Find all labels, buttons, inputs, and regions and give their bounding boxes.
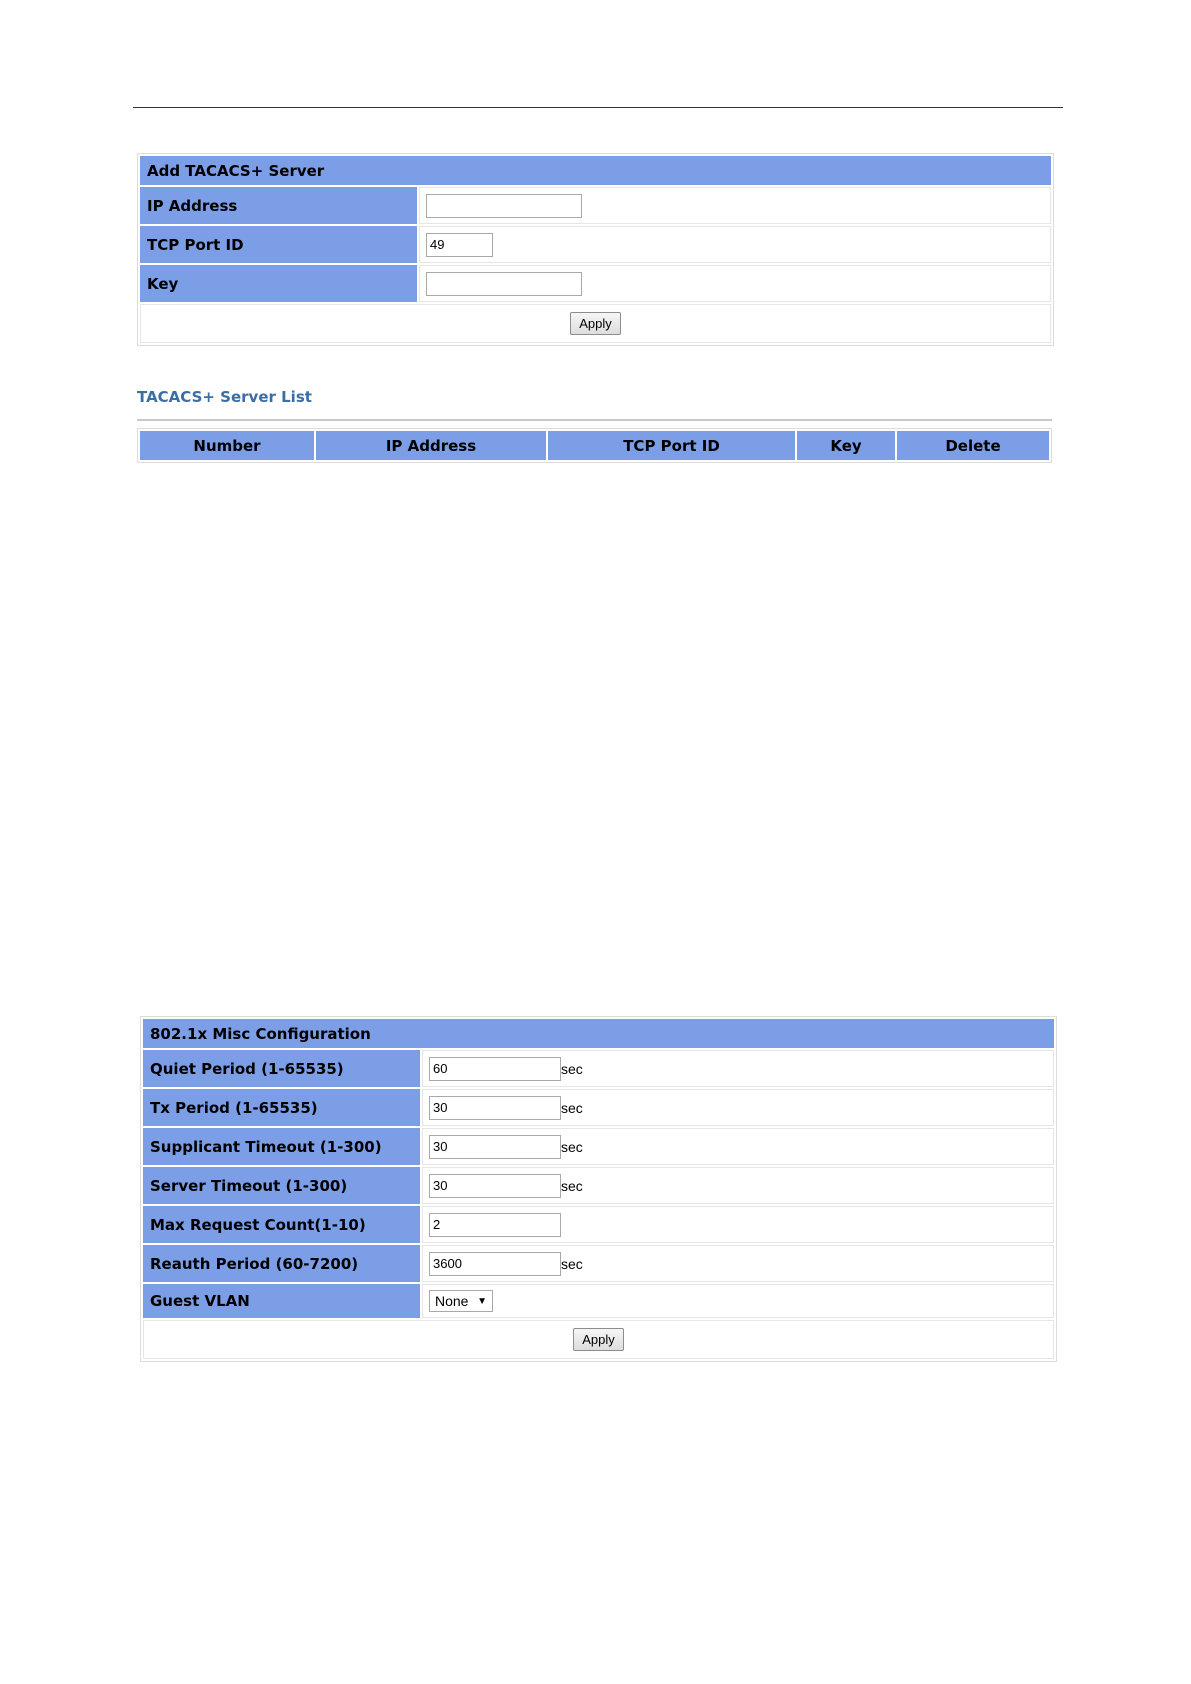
supplicant-timeout-cell bbox=[422, 1128, 1054, 1165]
misc-config-title: 802.1x Misc Configuration bbox=[143, 1019, 1054, 1048]
server-list-table bbox=[137, 428, 1052, 463]
supplicant-timeout-input[interactable] bbox=[429, 1135, 561, 1159]
tx-period-cell bbox=[422, 1089, 1054, 1126]
server-timeout-cell bbox=[422, 1167, 1054, 1204]
column-key: Key bbox=[797, 431, 895, 460]
top-divider bbox=[133, 107, 1063, 108]
supplicant-timeout-unit: sec bbox=[561, 1138, 583, 1155]
max-request-count-input[interactable] bbox=[429, 1213, 561, 1237]
max-request-count-label: Max Request Count(1-10) bbox=[143, 1206, 420, 1243]
max-request-count-cell bbox=[422, 1206, 1054, 1243]
reauth-period-input[interactable] bbox=[429, 1252, 561, 1276]
add-server-title: Add TACACS+ Server bbox=[140, 156, 1051, 185]
tx-period-unit: sec bbox=[561, 1099, 583, 1116]
quiet-period-input[interactable] bbox=[429, 1057, 561, 1081]
tcp-port-label: TCP Port ID bbox=[140, 226, 417, 263]
column-tcp-port: TCP Port ID bbox=[548, 431, 795, 460]
quiet-period-label: Quiet Period (1-65535) bbox=[143, 1050, 420, 1087]
ip-address-cell bbox=[419, 187, 1051, 224]
supplicant-timeout-label: Supplicant Timeout (1-300) bbox=[143, 1128, 420, 1165]
tx-period-input[interactable] bbox=[429, 1096, 561, 1120]
reauth-period-unit: sec bbox=[561, 1255, 583, 1272]
misc-config-actions bbox=[143, 1320, 1054, 1359]
chevron-down-icon: ▼ bbox=[477, 1295, 487, 1307]
quiet-period-cell bbox=[422, 1050, 1054, 1087]
guest-vlan-selected-value: None bbox=[435, 1293, 469, 1309]
column-ip-address: IP Address bbox=[316, 431, 546, 460]
key-label: Key bbox=[140, 265, 417, 302]
reauth-period-cell bbox=[422, 1245, 1054, 1282]
server-timeout-input[interactable] bbox=[429, 1174, 561, 1198]
misc-config-apply-button[interactable]: Apply bbox=[573, 1328, 624, 1351]
ip-address-label: IP Address bbox=[140, 187, 417, 224]
quiet-period-unit: sec bbox=[561, 1060, 583, 1077]
column-delete: Delete bbox=[897, 431, 1049, 460]
reauth-period-label: Reauth Period (60-7200) bbox=[143, 1245, 420, 1282]
key-cell bbox=[419, 265, 1051, 302]
add-server-actions bbox=[140, 304, 1051, 343]
column-number: Number bbox=[140, 431, 314, 460]
server-timeout-label: Server Timeout (1-300) bbox=[143, 1167, 420, 1204]
guest-vlan-select[interactable] bbox=[429, 1290, 493, 1312]
guest-vlan-label: Guest VLAN bbox=[143, 1284, 420, 1318]
key-input[interactable] bbox=[426, 272, 582, 296]
tx-period-label: Tx Period (1-65535) bbox=[143, 1089, 420, 1126]
server-list-divider bbox=[137, 419, 1052, 421]
ip-address-input[interactable] bbox=[426, 194, 582, 218]
server-timeout-unit: sec bbox=[561, 1177, 583, 1194]
server-list-title: TACACS+ Server List bbox=[137, 388, 312, 406]
add-tacacs-server-form bbox=[137, 153, 1054, 346]
add-server-apply-button[interactable]: Apply bbox=[570, 312, 621, 335]
misc-config-form bbox=[140, 1016, 1057, 1362]
tcp-port-cell bbox=[419, 226, 1051, 263]
tcp-port-input[interactable] bbox=[426, 233, 493, 257]
guest-vlan-cell bbox=[422, 1284, 1054, 1318]
